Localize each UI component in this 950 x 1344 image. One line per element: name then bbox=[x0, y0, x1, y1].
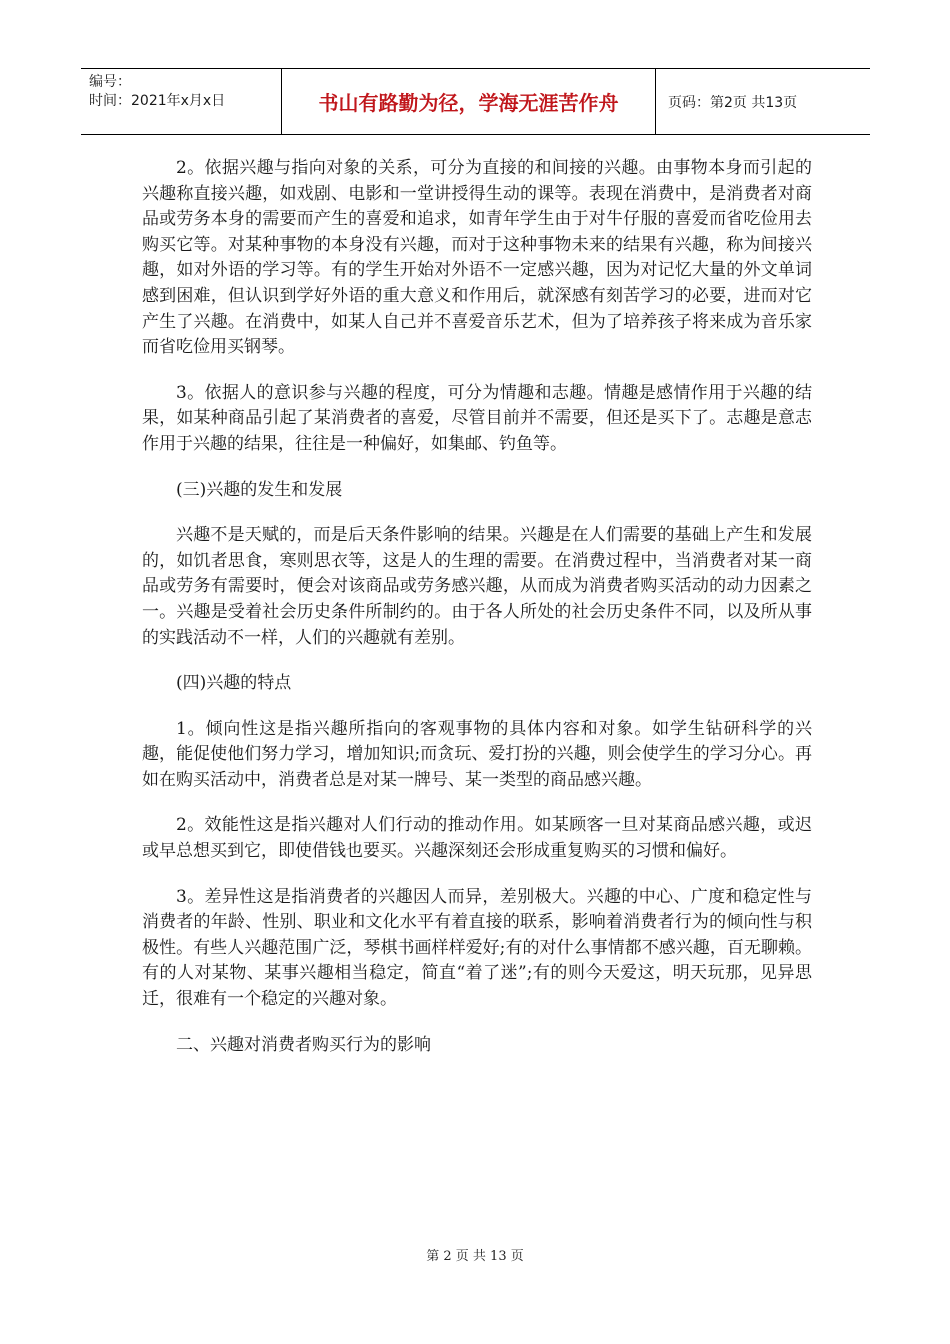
header-meta bbox=[81, 69, 282, 134]
section-heading-development: (三)兴趣的发生和发展 bbox=[176, 479, 343, 500]
time-label: 时间：2021年x月x日 bbox=[89, 93, 226, 109]
paragraph-feature-difference: 3。差异性这是指消费者的兴趣因人而异，差别极大。兴趣的中心、广度和稳定性与消费者的年龄、性别、职业和文化水平有着直接的联系，影响着消费者行为的倾向性与积极性。有些人兴趣范围广泛，琴棋书画样样爱好;有的对什么事情都不感兴趣，百无聊赖。有的人对某物、某事兴趣相当稳定，简直“着了迷”;有的则今天爱这，明天玩那，见异思迁，很难有一个稳定的兴趣对象。 bbox=[142, 886, 812, 1010]
paragraph-development: 兴趣不是天赋的，而是后天条件影响的结果。兴趣是在人们需要的基础上产生和发展的，如饥者思食，寒则思衣等，这是人的生理的需要。在消费过程中，当消费者对某一商品或劳务有需要时，便会对该商品或劳务感兴趣，从而成为消费者购买活动的动力因素之一。兴趣是受着社会历史条件所制约的。由于各人所处的社会历史条件不同，以及所从事的实践活动不一样，人们的兴趣就有差别。 bbox=[142, 525, 812, 648]
code-label: 编号： bbox=[89, 74, 131, 90]
paragraph-classification-emotion-will: 3。依据人的意识参与兴趣的程度，可分为情趣和志趣。情趣是感情作用于兴趣的结果，如某种商品引起了某消费者的喜爱，尽管目前并不需要，但还是买下了。志趣是意志作用于兴趣的结果，往往是一种偏好，如集邮、钓鱼等。 bbox=[142, 382, 812, 454]
header-motto: 书山有路勤为径，学海无涯苦作舟 bbox=[282, 69, 656, 134]
page-header bbox=[81, 68, 870, 135]
section-heading-features: (四)兴趣的特点 bbox=[176, 673, 292, 694]
paragraph-feature-tendency: 1。倾向性这是指兴趣所指向的客观事物的具体内容和对象。如学生钻研科学的兴趣，能促使他们努力学习，增加知识;而贪玩、爱打扮的兴趣，则会使学生的学习分心。再如在购买活动中，消费者总是对某一牌号、某一类型的商品感兴趣。 bbox=[142, 718, 812, 790]
header-page-label: 页码：第2页 共13页 bbox=[668, 94, 798, 111]
paragraph-classification-direct-indirect: 2。依据兴趣与指向对象的关系，可分为直接的和间接的兴趣。由事物本身而引起的兴趣称直接兴趣，如戏剧、电影和一堂讲授得生动的课等。表现在消费中，是消费者对商品或劳务本身的需要而产生的喜爱和追求，如青年学生由于对牛仔服的喜爱而省吃俭用去购买它等。对某种事物的本身没有兴趣，而对于这种事物未来的结果有兴趣，称为间接兴趣，如对外语的学习等。有的学生开始对外语不一定感兴趣，因为对记忆大量的外文单词感到困难，但认识到学好外语的重大意义和作用后，就深感有刻苦学习的必要，进而对它产生了兴趣。在消费中，如某人自己并不喜爱音乐艺术，但为了培养孩子将来成为音乐家而省吃俭用买钢琴。 bbox=[142, 158, 812, 358]
document-body bbox=[142, 156, 812, 1078]
page-footer: 第 2 页 共 13 页 bbox=[426, 1249, 524, 1264]
paragraph-feature-efficacy: 2。效能性这是指兴趣对人们行动的推动作用。如某顾客一旦对某商品感兴趣，或迟或早总想买到它，即使借钱也要买。兴趣深刻还会形成重复购买的习惯和偏好。 bbox=[142, 815, 812, 862]
section-heading-influence: 二、兴趣对消费者购买行为的影响 bbox=[176, 1034, 431, 1055]
